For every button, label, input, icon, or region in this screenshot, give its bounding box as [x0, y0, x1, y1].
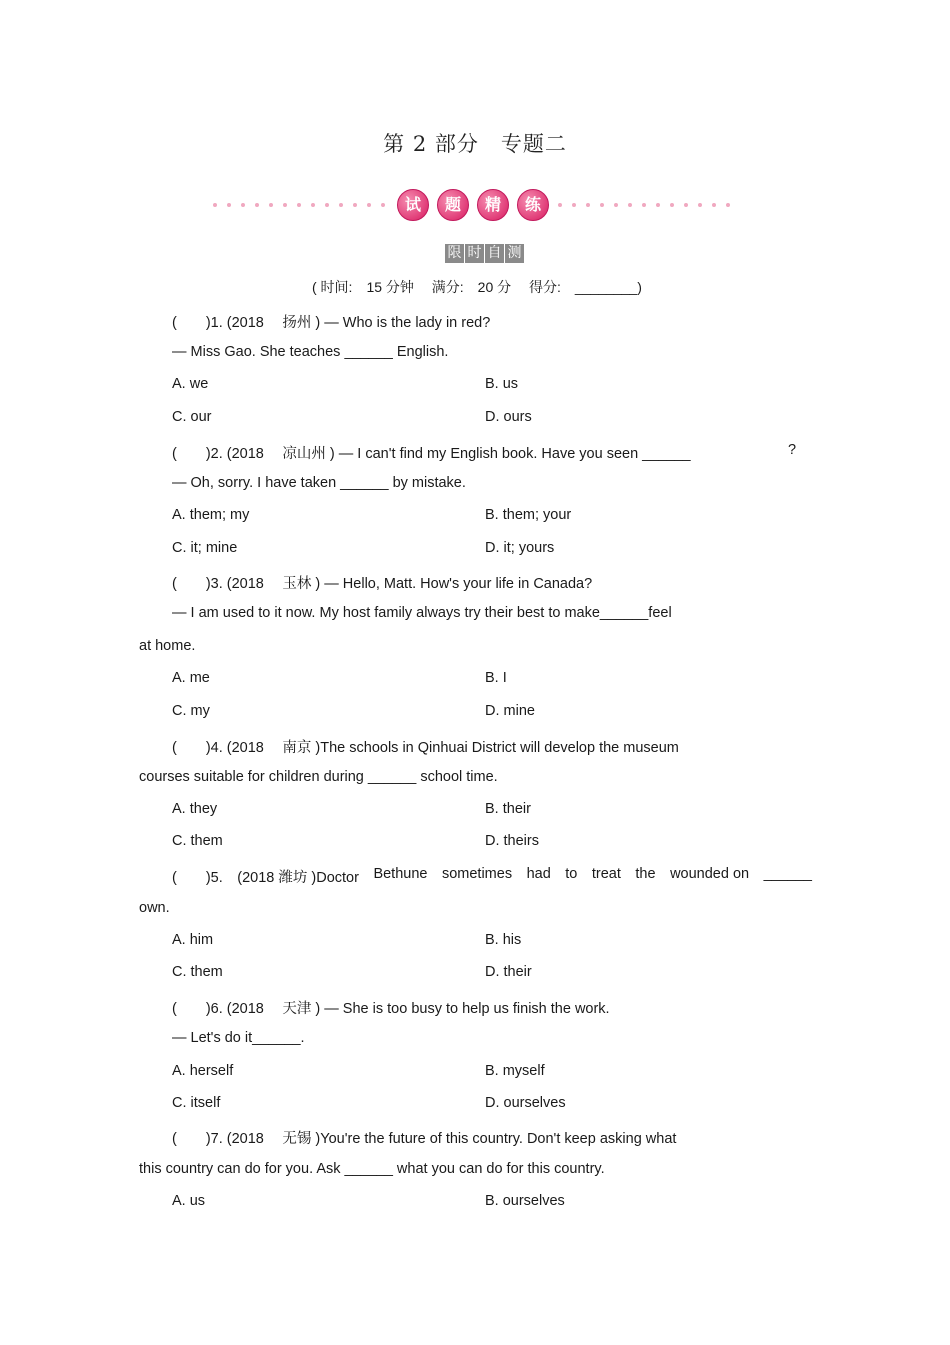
banner-dot — [684, 203, 688, 207]
banner-dot — [656, 203, 660, 207]
question-2-option-c: C. it; mine — [172, 540, 238, 556]
banner-dot — [712, 203, 716, 207]
question-6-option-a: A. herself — [172, 1063, 234, 1079]
question-3-option-d: D. mine — [485, 703, 535, 719]
question-5-word: to — [565, 866, 578, 882]
question-4-option-c: C. them — [172, 833, 223, 849]
question-7-line2: this country can do for you. Ask ______ what you can do for this country. — [139, 1161, 605, 1177]
question-3-option-c: C. my — [172, 703, 210, 719]
banner-dot — [283, 203, 287, 207]
question-1-line2: — Miss Gao. She teaches ______ English. — [172, 344, 449, 360]
page-title: 第 2 部分 专题二 — [383, 132, 567, 156]
question-2-stem-end: ? — [788, 442, 797, 458]
banner-dot — [367, 203, 371, 207]
banner-dot — [614, 203, 618, 207]
banner-dot — [586, 203, 590, 207]
question-1-option-d: D. ours — [485, 409, 532, 425]
question-6-option-d: D. ourselves — [485, 1095, 566, 1111]
question-1-stem: ( )1. (2018 扬州 ) — Who is the lady in red? — [172, 315, 491, 331]
question-1-option-c: C. our — [172, 409, 212, 425]
banner-char-4: 练 — [517, 189, 549, 221]
banner-char-3: 精 — [477, 189, 509, 221]
question-7-stem: ( )7. (2018 无锡 )You're the future of this country. Don't keep asking what — [172, 1131, 677, 1147]
banner-dot — [381, 203, 385, 207]
question-7-option-b: B. ourselves — [485, 1193, 565, 1209]
banner-dot — [269, 203, 273, 207]
question-1-option-b: B. us — [485, 376, 519, 392]
question-3-line2: — I am used to it now. My host family always try their best to make______feel — [172, 605, 672, 621]
question-5-word: ( )5. — [172, 870, 223, 886]
question-3-option-a: A. me — [172, 670, 210, 686]
question-2-option-b: B. them; your — [485, 507, 572, 523]
question-5-option-a: A. him — [172, 932, 214, 948]
question-5-word: the — [635, 866, 656, 882]
question-4-option-b: B. their — [485, 801, 531, 817]
banner-dot — [255, 203, 259, 207]
question-5-option-b: B. his — [485, 932, 522, 948]
subtitle-char-3: 自 — [485, 244, 504, 263]
banner-dot — [213, 203, 217, 207]
banner-char-2: 题 — [437, 189, 469, 221]
subtitle-char-2: 时 — [465, 244, 484, 263]
banner-dot — [339, 203, 343, 207]
banner-dot — [670, 203, 674, 207]
question-1-option-a: A. we — [172, 376, 209, 392]
question-3-line3: at home. — [139, 638, 196, 654]
question-6-stem: ( )6. (2018 天津 ) — She is too busy to help us finish the work. — [172, 1001, 610, 1017]
question-5-stem — [172, 866, 812, 887]
banner-dot — [325, 203, 329, 207]
banner-dot — [698, 203, 702, 207]
question-5-word: treat — [591, 866, 621, 882]
question-7-option-a: A. us — [172, 1193, 206, 1209]
exam-meta: ( 时间: 15 分钟 满分: 20 分 得分: ________) — [312, 279, 642, 295]
question-5-word: wounded on — [670, 866, 750, 882]
question-2-stem: ( )2. (2018 凉山州 ) — I can't find my English book. Have you seen ______ — [172, 446, 691, 462]
question-5-option-d: D. their — [485, 964, 532, 980]
subtitle-char-1: 限 — [445, 244, 464, 263]
banner-dot — [726, 203, 730, 207]
question-2-line2: — Oh, sorry. I have taken ______ by mistake. — [172, 475, 466, 491]
question-6-option-c: C. itself — [172, 1095, 221, 1111]
banner-dot — [572, 203, 576, 207]
section-subtitle — [445, 244, 525, 264]
subtitle-char-4: 测 — [505, 244, 524, 263]
question-5-word: sometimes — [441, 866, 513, 882]
question-3-stem: ( )3. (2018 玉林 ) — Hello, Matt. How's your life in Canada? — [172, 576, 593, 592]
question-5-option-c: C. them — [172, 964, 223, 980]
question-5-word: had — [526, 866, 551, 882]
banner-dot — [311, 203, 315, 207]
question-5-word: ______ — [763, 866, 812, 882]
banner-dot — [297, 203, 301, 207]
section-banner — [205, 176, 740, 234]
question-6-line2: — Let's do it______. — [172, 1030, 305, 1046]
question-2-option-d: D. it; yours — [485, 540, 555, 556]
banner-dots-left — [213, 203, 395, 207]
question-3-option-b: B. I — [485, 670, 507, 686]
question-4-option-d: D. theirs — [485, 833, 539, 849]
banner-circles — [395, 189, 555, 221]
question-5-word: Bethune — [373, 866, 428, 882]
banner-dot — [642, 203, 646, 207]
question-2-option-a: A. them; my — [172, 507, 250, 523]
banner-dot — [353, 203, 357, 207]
question-4-stem: ( )4. (2018 南京 )The schools in Qinhuai District will develop the museum — [172, 740, 679, 756]
question-6-option-b: B. myself — [485, 1063, 545, 1079]
banner-dot — [241, 203, 245, 207]
question-4-option-a: A. they — [172, 801, 218, 817]
banner-dot — [628, 203, 632, 207]
question-5-word: (2018 潍坊 )Doctor — [237, 870, 359, 886]
banner-dot — [558, 203, 562, 207]
question-4-line2: courses suitable for children during ______ school time. — [139, 769, 498, 785]
banner-dots-right — [558, 203, 740, 207]
question-5-line2: own. — [139, 900, 170, 916]
banner-char-1: 试 — [397, 189, 429, 221]
banner-dot — [227, 203, 231, 207]
banner-dot — [600, 203, 604, 207]
